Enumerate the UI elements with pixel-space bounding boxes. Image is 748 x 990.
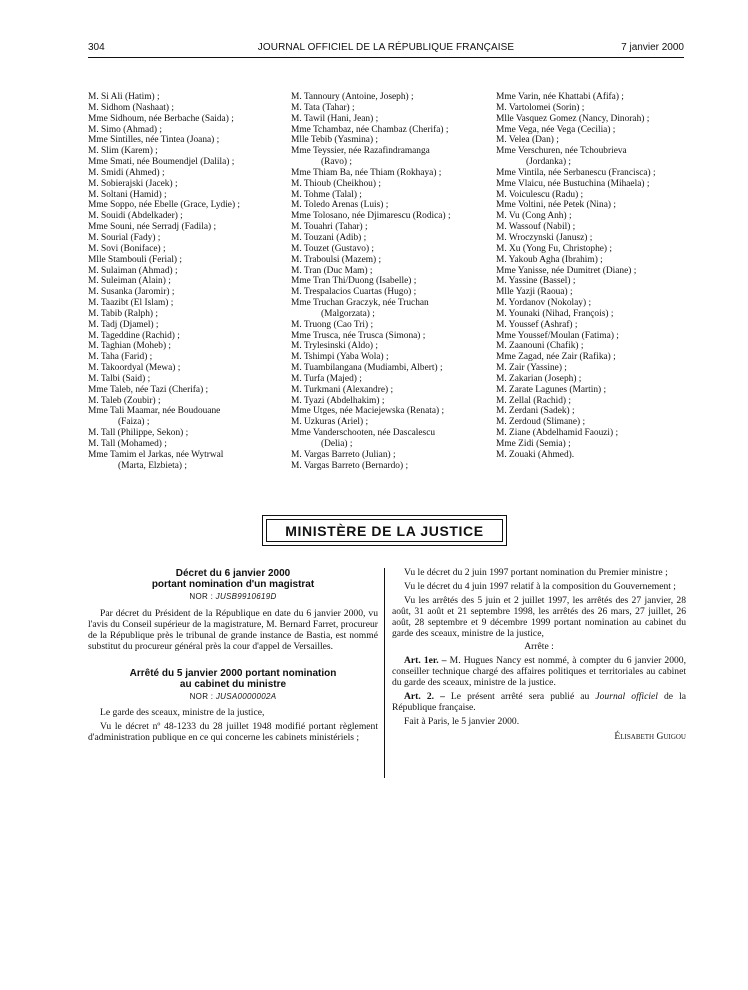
list-item-text: M. Vartolomei (Sorin) ; (496, 102, 585, 113)
names-column-1 (88, 92, 274, 472)
list-item (291, 276, 487, 287)
list-item (496, 331, 684, 342)
list-item (291, 461, 487, 472)
list-item-text: M. Sobierajski (Jacek) ; (88, 178, 178, 189)
list-item-text: Mlle Stambouli (Ferial) ; (88, 254, 182, 265)
list-item-text: Mlle Yazji (Raoua) ; (496, 287, 573, 298)
list-item (496, 417, 684, 428)
list-item (291, 168, 487, 179)
list-item-text: M. Turfa (Majed) ; (291, 373, 362, 384)
article-2 (392, 692, 686, 714)
list-item (496, 92, 684, 103)
list-item-text: M. Taleb (Zoubir) ; (88, 395, 161, 406)
list-item (291, 233, 487, 244)
list-item (291, 341, 487, 352)
list-item (496, 266, 684, 277)
list-item (496, 406, 684, 417)
list-item (496, 233, 684, 244)
list-item-text: M. Tadj (Djamel) ; (88, 319, 159, 330)
list-item-text: M. Sovi (Boniface) ; (88, 243, 166, 254)
list-item-text: M. Zerdani (Sadek) ; (496, 406, 575, 417)
list-item-text: M. Sulaiman (Ahmad) ; (88, 265, 178, 276)
list-item-text: Mme Vlaicu, née Bustuchina (Mihaela) ; (496, 178, 650, 189)
list-item-text: M. Zair (Yassine) ; (496, 363, 567, 374)
list-item-text: Mme Souni, née Serradj (Fadila) ; (88, 222, 217, 233)
list-item-text: M. Younaki (Nihad, François) ; (496, 308, 614, 319)
list-item-text: M. Toledo Arenas (Luis) ; (291, 200, 389, 211)
list-item (88, 200, 274, 211)
list-item-continuation: (Marta, Elzbieta) ; (118, 460, 187, 471)
list-item (496, 244, 684, 255)
article-2-label: Art. 2. – (404, 691, 445, 703)
list-item (88, 125, 274, 136)
list-item-text: M. Zerdoud (Slimane) ; (496, 417, 586, 428)
list-item-text: M. Zakarian (Joseph) ; (496, 373, 582, 384)
list-item-text: M. Tabib (Ralph) ; (88, 308, 158, 319)
list-item (291, 406, 487, 417)
list-item (496, 135, 684, 146)
list-item-text: M. Tyazi (Abdelhakim) ; (291, 395, 385, 406)
list-item-text: M. Wroczynski (Janusz) ; (496, 232, 593, 243)
list-item-text: M. Soltani (Hamid) ; (88, 189, 167, 200)
list-item (88, 114, 274, 125)
list-item (88, 146, 274, 157)
list-item (496, 385, 684, 396)
decree-title-line-1: Décret du 6 janvier 2000 (175, 568, 291, 579)
list-item (88, 135, 274, 146)
list-item-text: Mme Tali Maamar, née Boudouane (88, 406, 221, 417)
list-item-text: Mme Taleb, née Tazi (Cherifa) ; (88, 384, 209, 395)
list-item (496, 298, 684, 309)
list-item-text: M. Voiculescu (Radu) ; (496, 189, 584, 200)
lower-right-column (392, 568, 686, 743)
list-item-text: M. Takoordyal (Mewa) ; (88, 363, 181, 374)
list-item (88, 374, 274, 385)
list-item (291, 135, 487, 146)
list-item (88, 255, 274, 266)
list-item-text: M. Vargas Barreto (Julian) ; (291, 449, 396, 460)
list-item (291, 352, 487, 363)
list-item (88, 287, 274, 298)
list-item (496, 146, 684, 168)
list-item-text: M. Vargas Barreto (Bernardo) ; (291, 460, 409, 471)
list-item-text: Mme Sidhoum, née Berbache (Saida) ; (88, 113, 234, 124)
list-item-text: Mme Varin, née Khattabi (Afifa) ; (496, 92, 624, 102)
list-item (88, 450, 274, 472)
list-item-text: M. Velea (Dan) ; (496, 135, 559, 146)
list-item-text: M. Suleiman (Alain) ; (88, 276, 171, 287)
list-item (88, 103, 274, 114)
list-item (88, 276, 274, 287)
list-item (496, 222, 684, 233)
list-item (88, 233, 274, 244)
list-item-text: M. Tall (Philippe, Sekon) ; (88, 428, 189, 439)
list-item-text: M. Si Ali (Hatim) ; (88, 92, 160, 102)
list-item-text: M. Souidi (Abdelkader) ; (88, 211, 183, 222)
list-item (88, 406, 274, 428)
journal-title: JOURNAL OFFICIEL DE LA RÉPUBLIQUE FRANÇAISE (257, 42, 515, 53)
list-item (88, 92, 274, 103)
list-item-text: M. Talbi (Said) ; (88, 373, 151, 384)
list-item-text: Mme Zagad, née Zair (Rafika) ; (496, 352, 616, 363)
list-item-text: Mme Youssef/Moulan (Fatima) ; (496, 330, 619, 341)
decree-title (88, 568, 378, 590)
list-item-text: M. Taha (Farid) ; (88, 352, 153, 363)
list-item-text: M. Vu (Cong Anh) ; (496, 211, 572, 222)
list-item-text: M. Tawil (Hani, Jean) ; (291, 113, 379, 124)
article-1-text: M. Hugues Nancy est nommé, à compter du 6 janvier 2000, conseiller technique chargé des affaires politiques et territoriales au cabinet du garde des sceaux, ministre de la justice. (392, 655, 686, 689)
list-item-text: M. Zellal (Rachid) ; (496, 395, 571, 406)
list-item (496, 211, 684, 222)
list-item-text: Mme Yanisse, née Dumitret (Diane) ; (496, 265, 637, 276)
signature: Élisabeth Guigou (614, 730, 686, 742)
list-item (88, 298, 274, 309)
list-item (291, 428, 487, 450)
list-item-text: Mme Vega, née Vega (Cecilia) ; (496, 124, 616, 135)
list-item (496, 114, 684, 125)
list-item-continuation: (Ravo) ; (321, 157, 352, 168)
list-item (291, 244, 487, 255)
list-item (88, 396, 274, 407)
list-item (291, 103, 487, 114)
list-item-text: M. Xu (Yong Fu, Christophe) ; (496, 243, 612, 254)
list-item (496, 309, 684, 320)
list-item (291, 92, 487, 103)
nor-code: JUSB9910619D (215, 592, 277, 601)
arrete-title (88, 668, 378, 690)
list-item-text: M. Wassouf (Nabil) ; (496, 222, 576, 233)
list-item (88, 179, 274, 190)
list-item-text: M. Youssef (Ashraf) ; (496, 319, 578, 330)
list-item-text: M. Zouaki (Ahmed). (496, 449, 575, 460)
ministry-heading: MINISTÈRE DE LA JUSTICE (266, 519, 503, 542)
list-item-text: M. Tran (Duc Mam) ; (291, 265, 373, 276)
list-item (291, 374, 487, 385)
list-item (291, 179, 487, 190)
list-item-text: M. Tall (Mohamed) ; (88, 439, 167, 449)
arrete-vu-2: Vu le décret du 2 juin 1997 portant nomination du Premier ministre ; (404, 567, 668, 578)
list-item-text: Mme Tchambaz, née Chambaz (Cherifa) ; (291, 124, 449, 135)
list-item-text: M. Ziane (Abdelhamid Faouzi) ; (496, 428, 619, 439)
list-item-text: Mme Tolosano, née Djimarescu (Rodica) ; (291, 211, 451, 222)
list-item (88, 244, 274, 255)
article-2-text-b: de la République française. (392, 691, 687, 713)
page-number: 304 (88, 42, 105, 53)
list-item-text: M. Tuambilangana (Mudiambi, Albert) ; (291, 363, 443, 374)
arrete-word: Arrête : (524, 641, 554, 653)
arrete-nor (88, 692, 378, 703)
list-item-text: Mme Vanderschooten, née Dascalescu (291, 428, 436, 439)
ministry-heading-box (262, 515, 507, 546)
list-item-text: M. Sourial (Fady) ; (88, 232, 161, 243)
list-item-text: Mme Sintilles, née Tintea (Joana) ; (88, 135, 220, 146)
list-item (496, 168, 684, 179)
arrete-intro: Le garde des sceaux, ministre de la justice, (100, 707, 265, 719)
list-item (88, 320, 274, 331)
list-item-text: Mme Vintila, née Serbanescu (Francisca) ; (496, 167, 656, 178)
list-item-text: M. Turkmani (Alexandre) ; (291, 384, 394, 395)
list-item (496, 363, 684, 374)
list-item (88, 385, 274, 396)
list-item-text: Mme Smati, née Boumendjel (Dalila) ; (88, 157, 235, 168)
list-item (88, 168, 274, 179)
list-item-text: M. Touzani (Adib) ; (291, 232, 367, 243)
list-item (88, 190, 274, 201)
list-item-text: M. Taghian (Moheb) ; (88, 341, 172, 352)
list-item (496, 320, 684, 331)
list-item-text: M. Zarate Lagunes (Martin) ; (496, 384, 607, 395)
list-item (291, 200, 487, 211)
list-item-text: M. Thioub (Cheikhou) ; (291, 178, 381, 189)
nor-label: NOR : (189, 691, 214, 701)
list-item-text: Mme Verschuren, née Tchoubrieva (496, 146, 627, 157)
article-2-journal: Journal officiel (595, 691, 658, 703)
list-item-text: M. Tata (Tahar) ; (291, 102, 355, 113)
list-item (291, 211, 487, 222)
list-item (88, 363, 274, 374)
arrete-vu-1: Vu le décret nº 48-1233 du 28 juillet 1948 modifié portant règlement d'administration publique en ce qui concerne les cabinets ministériels ; (88, 721, 378, 744)
list-item (291, 320, 487, 331)
list-item (291, 190, 487, 201)
names-column-2 (291, 92, 487, 472)
list-item (291, 385, 487, 396)
list-item (496, 103, 684, 114)
list-item (88, 439, 274, 450)
list-item (291, 222, 487, 233)
list-item (291, 255, 487, 266)
article-1 (392, 656, 686, 689)
list-item-continuation: (Malgorzata) ; (321, 308, 375, 319)
list-item-text: M. Zaanouni (Chafik) ; (496, 341, 584, 352)
article-1-label: Art. 1er. – (404, 655, 447, 667)
list-item (291, 114, 487, 125)
list-item-text: M. Traboulsi (Mazem) ; (291, 254, 382, 265)
list-item (291, 331, 487, 342)
list-item-text: M. Trespalacios Cuartas (Hugo) ; (291, 287, 417, 298)
list-item (496, 179, 684, 190)
list-item-text: M. Yordanov (Nokolay) ; (496, 298, 592, 309)
list-item (496, 287, 684, 298)
list-item (496, 341, 684, 352)
list-item-text: Mlle Vasquez Gomez (Nancy, Dinorah) ; (496, 113, 650, 124)
list-item (291, 266, 487, 277)
list-item (496, 352, 684, 363)
list-item-continuation: (Jordanka) ; (526, 157, 572, 168)
list-item (88, 157, 274, 168)
list-item-text: M. Uzkuras (Ariel) ; (291, 417, 369, 428)
list-item-text: Mme Trusca, née Trusca (Simona) ; (291, 330, 426, 341)
list-item-text: Mme Voltini, née Petek (Nina) ; (496, 200, 616, 211)
list-item-text: M. Trylesinski (Aldo) ; (291, 341, 378, 352)
list-item-text: M. Susanka (Jaromir) ; (88, 287, 175, 298)
list-item (88, 211, 274, 222)
list-item-text: Mme Tamim el Jarkas, née Wytrwal (88, 449, 224, 460)
decree-title-line-2: portant nomination d'un magistrat (151, 579, 315, 590)
list-item (496, 374, 684, 385)
place-date: Fait à Paris, le 5 janvier 2000. (404, 715, 520, 727)
list-item-text: Mme Truchan Graczyk, née Truchan (291, 298, 429, 309)
list-item (88, 222, 274, 233)
list-item-text: M. Touahri (Tahar) ; (291, 222, 368, 233)
list-item-text: M. Tshimpi (Yaba Wola) ; (291, 352, 389, 363)
list-item-text: Mme Teyssier, née Razafindramanga (291, 146, 430, 157)
list-item (291, 396, 487, 407)
list-item (291, 363, 487, 374)
list-item (291, 146, 487, 168)
list-item-text: M. Sidhom (Nashaat) ; (88, 102, 174, 113)
list-item-text: M. Tohme (Talal) ; (291, 189, 362, 200)
list-item (496, 396, 684, 407)
list-item-text: M. Slim (Karem) ; (88, 146, 158, 157)
list-item (88, 428, 274, 439)
list-item-text: M. Tannoury (Antoine, Joseph) ; (291, 92, 414, 102)
list-item-text: Mme Utges, née Maciejewska (Renata) ; (291, 406, 445, 417)
list-item-text: Mme Soppo, née Ebelle (Grace, Lydie) ; (88, 200, 241, 211)
arrete-title-line-1: Arrêté du 5 janvier 2000 portant nomination (129, 667, 337, 679)
list-item (88, 266, 274, 277)
arrete-vu-4: Vu les arrêtés des 5 juin et 2 juillet 1997, les arrêtés des 27 janvier, 28 août, 31 août et 21 septembre 1998, les arrêtés des 26 mars, 27 juillet, 26 août, 28 septembre et 9 décembre 1999 portant nomination au cabinet du garde des sceaux, ministre de la justice, (392, 594, 686, 639)
list-item-text: Mme Thiam Ba, née Thiam (Rokhaya) ; (291, 167, 442, 178)
list-item (291, 298, 487, 320)
names-column-3 (496, 92, 684, 461)
list-item (496, 200, 684, 211)
list-item (88, 331, 274, 342)
list-item-text: M. Tageddine (Rachid) ; (88, 330, 180, 341)
list-item-text: M. Simo (Ahmad) ; (88, 124, 162, 135)
list-item (496, 428, 684, 439)
list-item (496, 276, 684, 287)
list-item (88, 309, 274, 320)
list-item (496, 190, 684, 201)
list-item-text: M. Smidi (Ahmed) ; (88, 167, 165, 178)
arrete-vu-3: Vu le décret du 4 juin 1997 relatif à la composition du Gouvernement ; (404, 580, 676, 592)
issue-date: 7 janvier 2000 (621, 42, 684, 53)
list-item-text: M. Yassine (Bassel) ; (496, 276, 576, 287)
list-item (496, 125, 684, 136)
list-item-continuation: (Delia) ; (321, 439, 353, 449)
nor-code: JUSA0000002A (215, 691, 277, 701)
list-item-text: Mlle Tebib (Yasmina) ; (291, 135, 379, 146)
list-item-text: M. Truong (Cao Tri) ; (291, 319, 374, 330)
nor-label: NOR : (189, 592, 214, 601)
list-item-text: M. Taazibt (El Islam) ; (88, 298, 174, 309)
list-item (88, 352, 274, 363)
list-item (291, 125, 487, 136)
list-item (88, 341, 274, 352)
list-item (496, 439, 684, 450)
page-header (88, 42, 684, 56)
list-item-text: Mme Zidi (Semia) ; (496, 439, 571, 449)
arrete-title-line-2: au cabinet du ministre (179, 678, 287, 690)
list-item (291, 417, 487, 428)
column-divider (384, 568, 385, 778)
list-item-text: Mme Tran Thi/Duong (Isabelle) ; (291, 276, 417, 287)
list-item (496, 450, 684, 461)
header-rule (88, 57, 684, 58)
list-item (291, 287, 487, 298)
list-item (291, 450, 487, 461)
decree-nor (88, 592, 378, 603)
article-2-text-a: Le présent arrêté sera publié au (444, 691, 596, 703)
lower-left-column (88, 568, 378, 747)
list-item-text: M. Yakoub Agha (Ibrahim) ; (496, 254, 603, 265)
list-item-text: M. Touzet (Gustavo) ; (291, 243, 375, 254)
decree-body: Par décret du Président de la République en date du 6 janvier 2000, vu l'avis du Conseil supérieur de la magistrature, M. Bernard Farret, procureur de la République près le tribunal de grande instance de Bastia, est nommé substitut du procureur général près la cour d'appel de Versailles. (88, 607, 378, 652)
list-item-continuation: (Faiza) ; (118, 417, 150, 428)
list-item (496, 255, 684, 266)
